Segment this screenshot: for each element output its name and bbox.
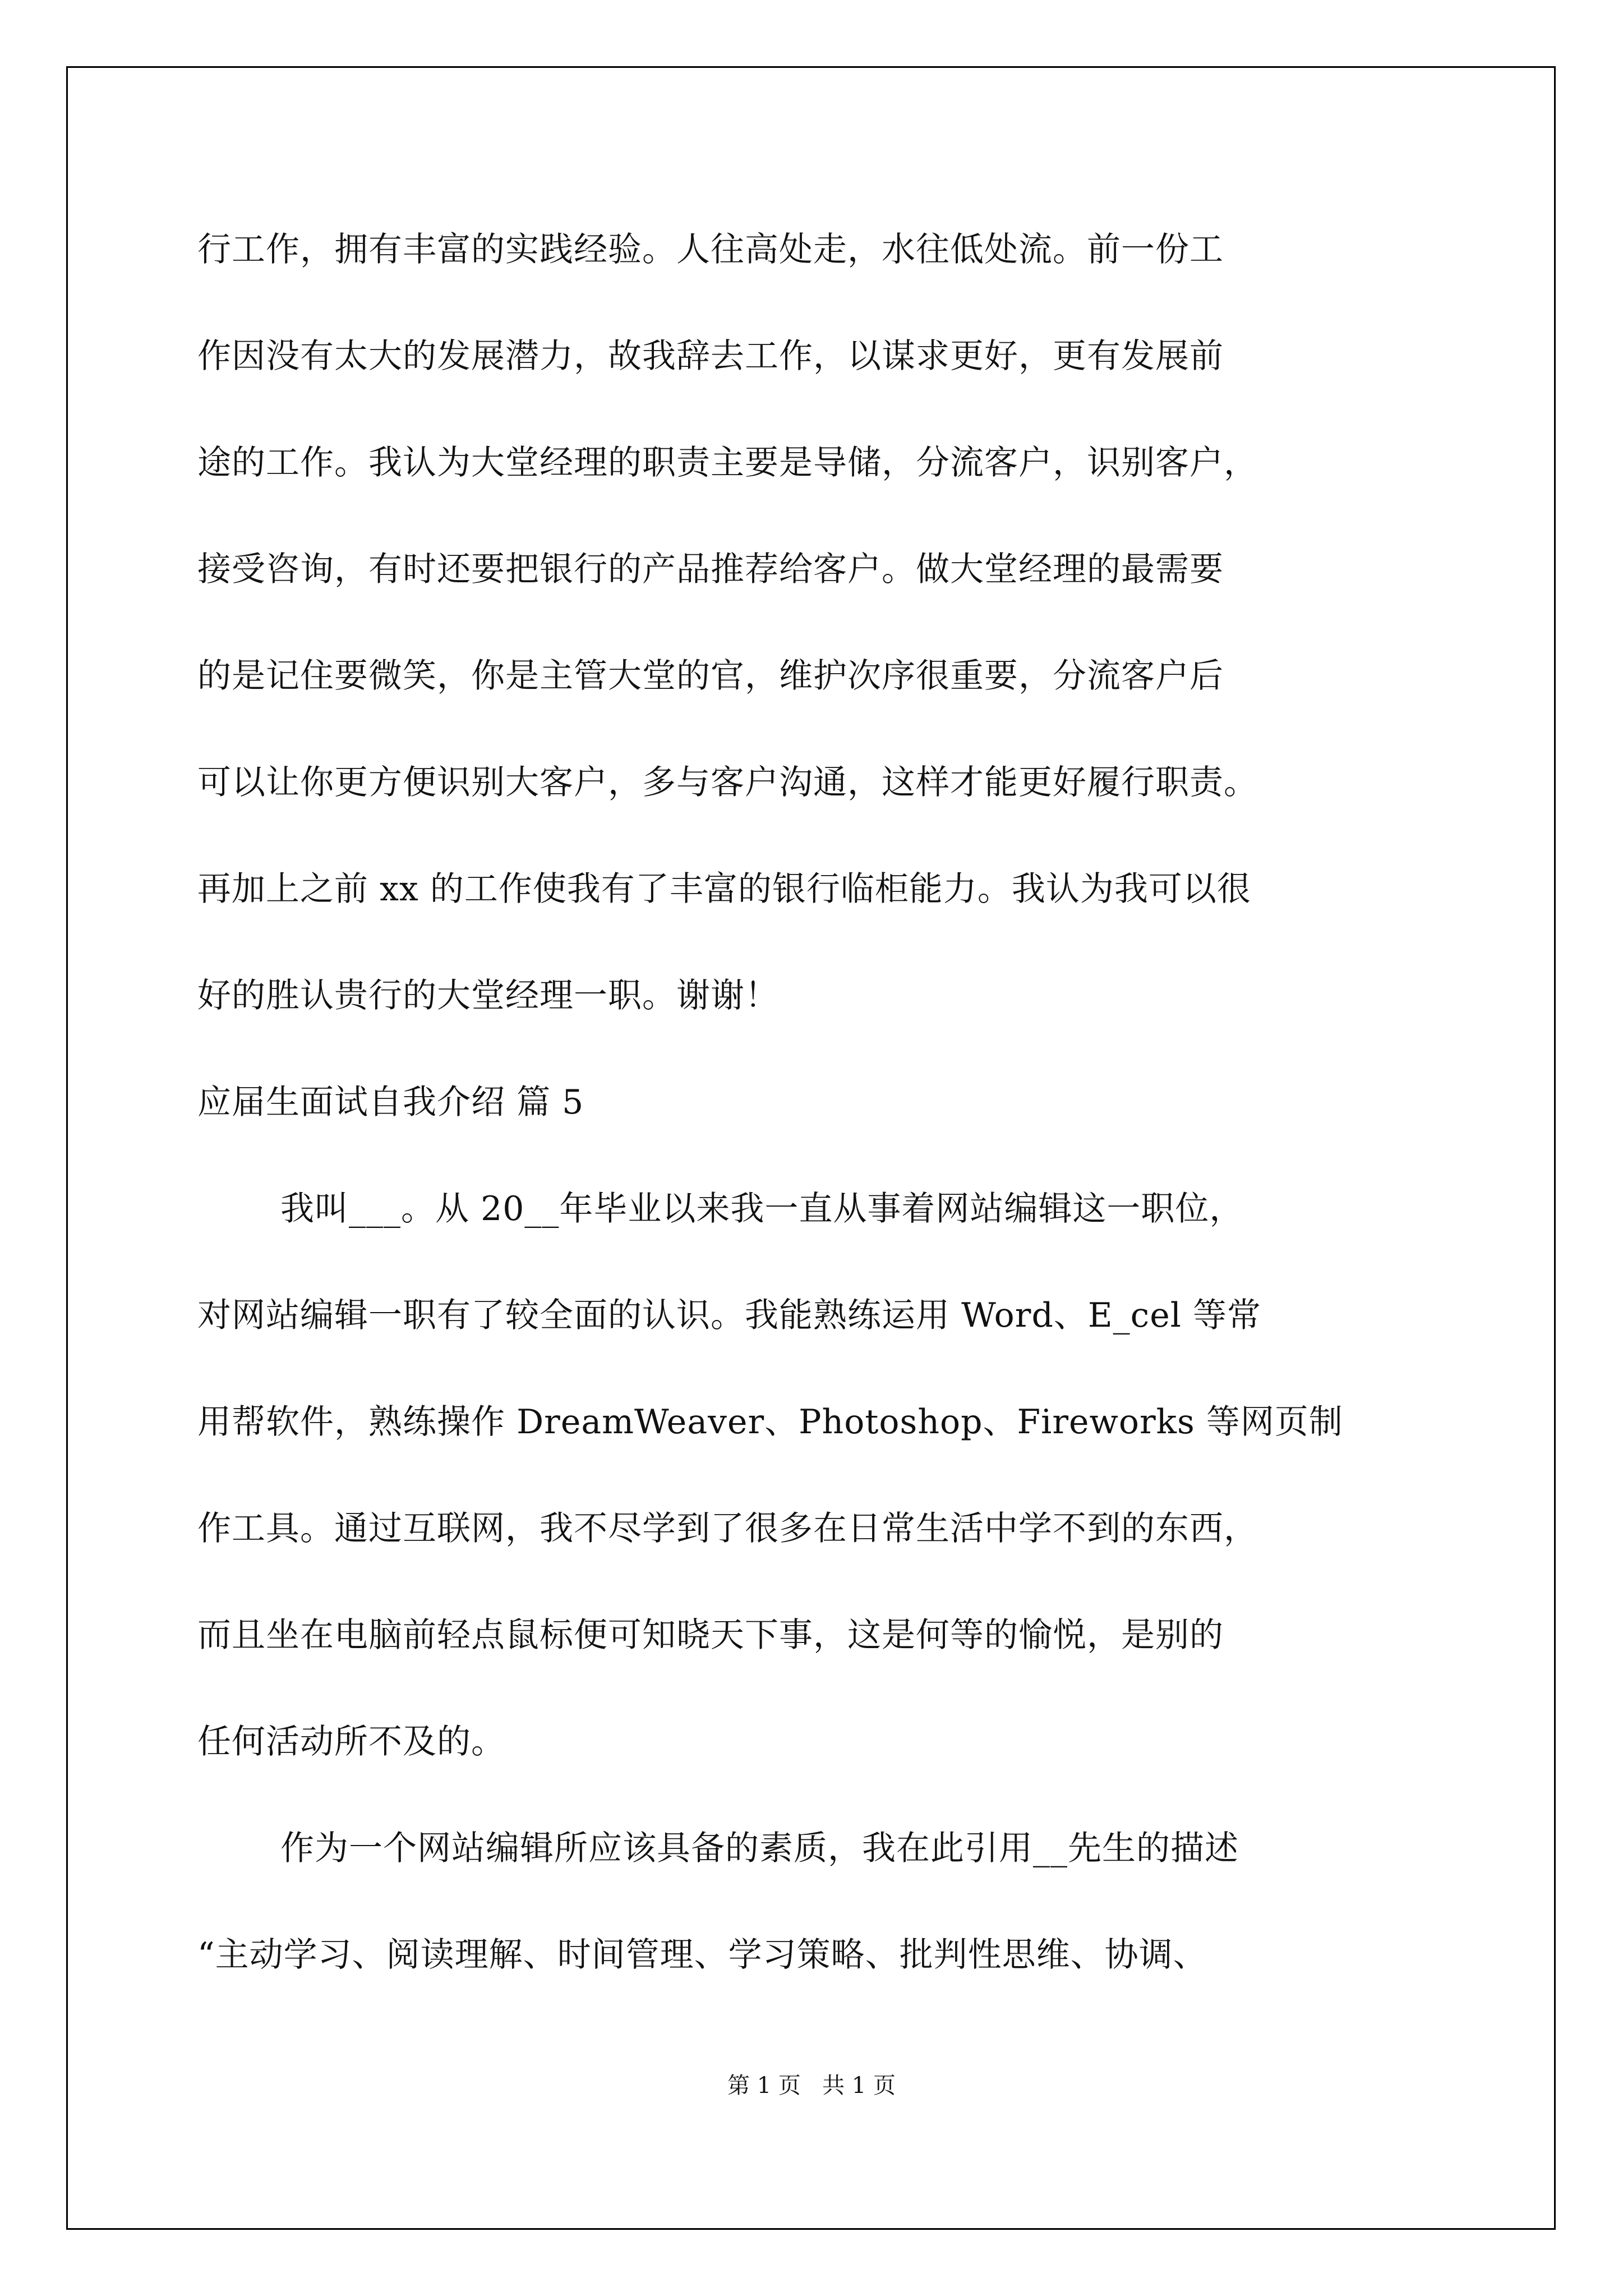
paragraph-line: “主动学习、阅读理解、时间管理、学习策略、批判性思维、协调、 [197, 1935, 1207, 1975]
paragraph-line: 再加上之前 xx 的工作使我有了丰富的银行临柜能力。我认为我可以很 [197, 869, 1251, 909]
paragraph-line: 任何活动所不及的。 [197, 1722, 505, 1761]
paragraph-line: 用帮软件，熟练操作 DreamWeaver、Photoshop、Fireworks 等网页制 [197, 1402, 1343, 1442]
paragraph-line: 好的胜认贵行的大堂经理一职。谢谢！ [197, 976, 779, 1015]
paragraph-line: 作因没有太大的发展潜力，故我辞去工作，以谋求更好，更有发展前 [197, 337, 1224, 376]
paragraph-line: 我叫___。从 20__年毕业以来我一直从事着网站编辑这一职位， [280, 1189, 1244, 1228]
paragraph-line: 行工作，拥有丰富的实践经验。人往高处走，水往低处流。前一份工 [197, 230, 1224, 269]
paragraph-line: 可以让你更方便识别大客户，多与客户沟通，这样才能更好履行职责。 [197, 763, 1258, 802]
paragraph-line: 而且坐在电脑前轻点鼠标便可知晓天下事，这是何等的愉悦，是别的 [197, 1616, 1224, 1655]
paragraph-line: 作工具。通过互联网，我不尽学到了很多在日常生活中学不到的东西， [197, 1509, 1258, 1548]
section-heading: 应届生面试自我介绍 篇 5 [197, 1083, 584, 1122]
paragraph-line: 途的工作。我认为大堂经理的职责主要是导储，分流客户，识别客户， [197, 443, 1258, 482]
page-border [66, 66, 1556, 2230]
paragraph-line: 的是记住要微笑，你是主管大堂的官，维护次序很重要，分流客户后 [197, 656, 1224, 696]
paragraph-line: 作为一个网站编辑所应该具备的素质，我在此引用__先生的描述 [280, 1829, 1239, 1868]
page-footer: 第 1 页 共 1 页 [727, 2073, 896, 2099]
paragraph-line: 对网站编辑一职有了较全面的认识。我能熟练运用 Word、E_cel 等常 [197, 1296, 1262, 1335]
paragraph-line: 接受咨询，有时还要把银行的产品推荐给客户。做大堂经理的最需要 [197, 550, 1224, 589]
